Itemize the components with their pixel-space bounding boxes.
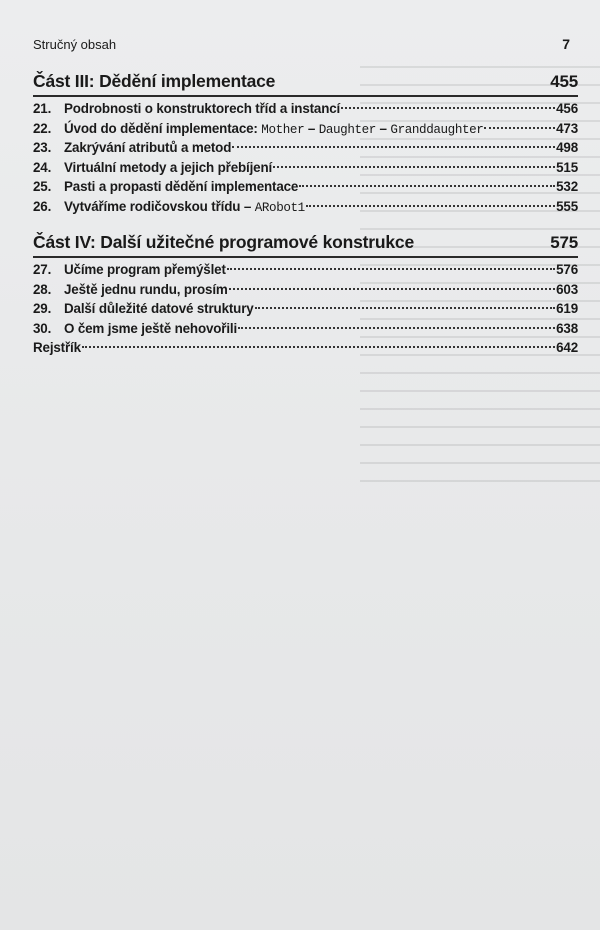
toc-entry xyxy=(33,99,578,119)
title-text: O čem jsme ještě nehovořili xyxy=(64,320,238,336)
chapter-title xyxy=(33,338,81,358)
chapter-title xyxy=(64,197,305,219)
dot-leader xyxy=(299,185,555,187)
chapter-number: 27. xyxy=(33,262,52,277)
title-text: Další důležité datové struktury xyxy=(64,301,254,317)
chapter-number: 24. xyxy=(33,159,52,175)
dot-leader xyxy=(227,268,555,270)
chapter-number: 25. xyxy=(33,179,52,195)
title-text: – xyxy=(304,120,319,136)
title-text: Rejstřík xyxy=(33,340,81,356)
chapter-page: 498 xyxy=(556,140,578,156)
toc-entry xyxy=(33,338,578,358)
toc-entry xyxy=(33,177,578,197)
code-identifier: Daughter xyxy=(318,122,376,137)
toc-entry xyxy=(33,319,578,339)
page-number: 7 xyxy=(562,36,570,52)
code-identifier: Granddaughter xyxy=(390,122,484,137)
running-header xyxy=(33,32,570,52)
title-text: Podrobnosti o konstruktorech tříd a instancí xyxy=(64,101,341,116)
toc-entry xyxy=(33,119,578,139)
dot-leader xyxy=(229,288,555,290)
dot-leader xyxy=(232,146,555,148)
chapter-number: 30. xyxy=(33,320,52,336)
chapter-title xyxy=(64,319,237,339)
toc-entry xyxy=(33,299,578,319)
title-text: Virtuální metody a jejich přebíjení xyxy=(64,159,273,175)
dot-leader xyxy=(82,346,555,348)
chapter-title xyxy=(64,299,254,319)
dot-leader xyxy=(484,127,555,129)
dot-leader xyxy=(341,107,555,109)
chapter-page: 619 xyxy=(556,301,578,317)
dot-leader xyxy=(238,327,555,329)
part-title: Část IV: Další užitečné programové konstrukce xyxy=(33,232,414,252)
toc-entry xyxy=(33,260,578,280)
title-text: Ještě jednu rundu, prosím xyxy=(64,281,228,297)
running-header-title: Stručný obsah xyxy=(33,37,117,52)
title-text: Zakrývání atributů a metod xyxy=(64,140,232,156)
code-identifier: Mother xyxy=(261,122,305,137)
chapter-page: 642 xyxy=(556,340,578,356)
title-text: Úvod do dědění implementace: xyxy=(64,120,262,136)
toc-entry xyxy=(33,138,578,158)
toc-part-iv xyxy=(33,232,578,358)
title-text: – xyxy=(375,120,391,136)
chapter-number: 26. xyxy=(33,198,52,214)
chapter-page: 515 xyxy=(556,159,578,175)
chapter-page: 576 xyxy=(556,262,578,277)
chapter-number: 23. xyxy=(33,140,52,156)
title-text: Vytváříme rodičovskou třídu – xyxy=(64,198,255,214)
toc-entry xyxy=(33,197,578,217)
part-page: 455 xyxy=(550,72,578,91)
chapter-page: 473 xyxy=(556,120,578,136)
code-identifier: ARobot1 xyxy=(254,200,305,215)
chapter-page: 603 xyxy=(556,281,578,297)
dot-leader xyxy=(255,307,556,309)
chapter-title xyxy=(64,260,226,280)
dot-leader xyxy=(273,166,555,168)
toc-entry xyxy=(33,280,578,300)
part-page: 575 xyxy=(550,233,578,252)
dot-leader xyxy=(306,205,555,207)
title-text: Pasti a propasti dědění implementace xyxy=(64,179,299,195)
chapter-title xyxy=(64,177,298,197)
chapter-page: 456 xyxy=(556,101,578,116)
chapter-title xyxy=(64,158,272,178)
title-text: Učíme program přemýšlet xyxy=(64,262,226,277)
part-heading xyxy=(33,71,578,97)
toc-entry xyxy=(33,158,578,178)
chapter-title xyxy=(64,280,228,300)
chapter-number: 21. xyxy=(33,101,52,116)
chapter-page: 555 xyxy=(556,198,578,214)
chapter-title xyxy=(64,138,231,158)
chapter-title xyxy=(64,119,483,141)
chapter-page: 532 xyxy=(556,179,578,195)
toc-part-iii xyxy=(33,71,578,217)
part-title: Část III: Dědění implementace xyxy=(33,71,276,91)
chapter-number: 29. xyxy=(33,301,52,317)
part-heading xyxy=(33,232,578,258)
chapter-number: 22. xyxy=(33,120,52,136)
chapter-number: 28. xyxy=(33,281,52,297)
chapter-page: 638 xyxy=(556,320,578,336)
chapter-title xyxy=(64,99,340,119)
